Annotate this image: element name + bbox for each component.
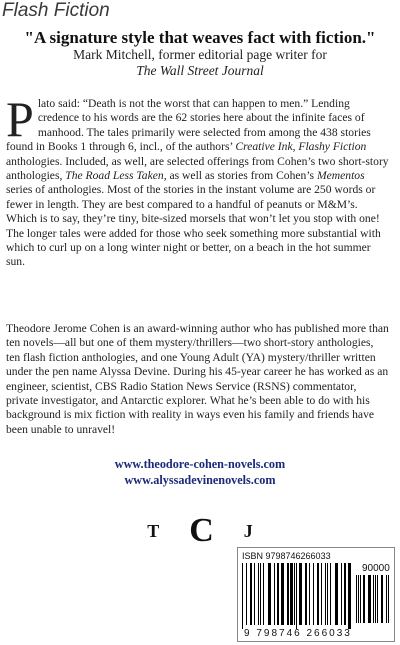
barcode-bar (330, 563, 331, 625)
description-text-2: anthologies. Included, as well, are selected offerings from Cohen’s two short-story anthologies, (6, 154, 389, 183)
review-block (10, 28, 390, 79)
header-title: Flash Fiction (2, 0, 110, 21)
isbn-barcode (237, 547, 395, 642)
description-text-1: lato said: “Death is not the worst that can happen to men.” Lending credence to his words are the 62 stories here about the infinite faces of manhood. The tales primarily were selected from among the 438 stories found in Books 1 through 6, incl., of the authors’ (6, 97, 371, 154)
description-title-3: Mementos (316, 169, 365, 183)
barcode-bar (242, 563, 243, 629)
barcode-bar (305, 563, 307, 625)
logo-letter-c: C (189, 512, 214, 549)
publisher-logo (0, 512, 400, 552)
barcode-bar (263, 563, 264, 625)
barcode-bar (335, 563, 338, 625)
barcode-bar (313, 563, 314, 625)
barcode-main-bars (242, 563, 352, 629)
barcode-bar (281, 563, 284, 625)
barcode-bar (368, 575, 371, 623)
description-text-3: as well as stories from Cohen’s (166, 169, 317, 183)
barcode-bar (268, 563, 271, 625)
barcode-bar (375, 575, 376, 623)
website-link-theodore[interactable]: www.theodore-cohen-novels.com (114, 457, 286, 471)
barcode-bar (274, 563, 275, 625)
barcode-bar (344, 563, 346, 625)
barcode-bar (341, 563, 342, 625)
barcode-bar (317, 563, 319, 625)
barcode-bar (388, 575, 389, 623)
price-code: 90000 (362, 563, 390, 574)
barcode-bar (356, 575, 357, 623)
review-quote: "A signature style that weaves fact with fiction." (24, 28, 376, 47)
website-links (0, 456, 400, 488)
barcode-bar (321, 563, 322, 625)
barcode-bar (348, 563, 351, 629)
barcode-digits: 9 798746 266033 (244, 628, 352, 639)
review-attribution: Mark Mitchell, former editorial page writer for (73, 47, 327, 62)
barcode-bar (277, 563, 279, 625)
description-title-1: Creative Ink, Flashy Fiction (235, 140, 367, 154)
barcode-bar (296, 563, 297, 629)
barcode-bar (363, 575, 365, 623)
barcode-bar (325, 563, 326, 625)
barcode-bar (358, 575, 359, 623)
barcode-addon-bars (356, 575, 392, 625)
barcode-bar (373, 575, 374, 623)
barcode-bar (287, 563, 289, 625)
description-paragraph (6, 91, 390, 270)
logo-letter-j: J (243, 520, 253, 541)
barcode-bar (290, 563, 293, 625)
review-publication (10, 63, 390, 79)
drop-cap: P (6, 91, 34, 147)
barcode-bar (299, 563, 302, 625)
barcode-bar (258, 563, 259, 625)
barcode-bar (294, 563, 295, 625)
website-link-alyssa[interactable]: www.alyssadevinenovels.com (124, 473, 276, 487)
barcode-bar (250, 563, 252, 625)
barcode-bar (309, 563, 310, 625)
description-title-2: The Road Less Taken, (65, 169, 167, 183)
barcode-bar (377, 575, 378, 623)
isbn-label: ISBN 9798746266033 (242, 551, 331, 561)
barcode-bar (327, 563, 328, 625)
author-bio: Theodore Jerome Cohen is an award-winning author who has published more than ten novels—all but one of them mystery/thrillers—two short-story anthologies, ten flash fiction anthologies, and one Young Adult (YA) mystery/thriller written under the pen name Alyssa Devine. During his 45-year career he has worked as an engineer, scientist, CBS Radio Station News Service (RSNS) commentator, private investigator, and Antarctic explorer. What he’s been able to do with his background is mix fiction with reality in ways even his family and friends have been unable to unravel! (6, 322, 389, 436)
barcode-bar (381, 575, 383, 623)
barcode-bar (386, 575, 387, 623)
barcode-bar (254, 563, 255, 625)
description-text-4: series of anthologies. Most of the stories in the instant volume are 250 words or fewer in length. They are best compared to a handful of peanuts or M&M’s. Which is to say, they’re tiny, bite-sized morsels that won’t let you stop with one! The longer tales were added for those who seek something more substantial with which to curl up on a long winter night or better, on a beach in the hot summer sun. (6, 183, 381, 269)
logo-letter-t: T (147, 520, 160, 541)
publication-name: The Wall Street Journal (136, 63, 264, 78)
barcode-bar (360, 575, 361, 623)
barcode-bar (260, 563, 261, 625)
barcode-bar (246, 563, 247, 625)
